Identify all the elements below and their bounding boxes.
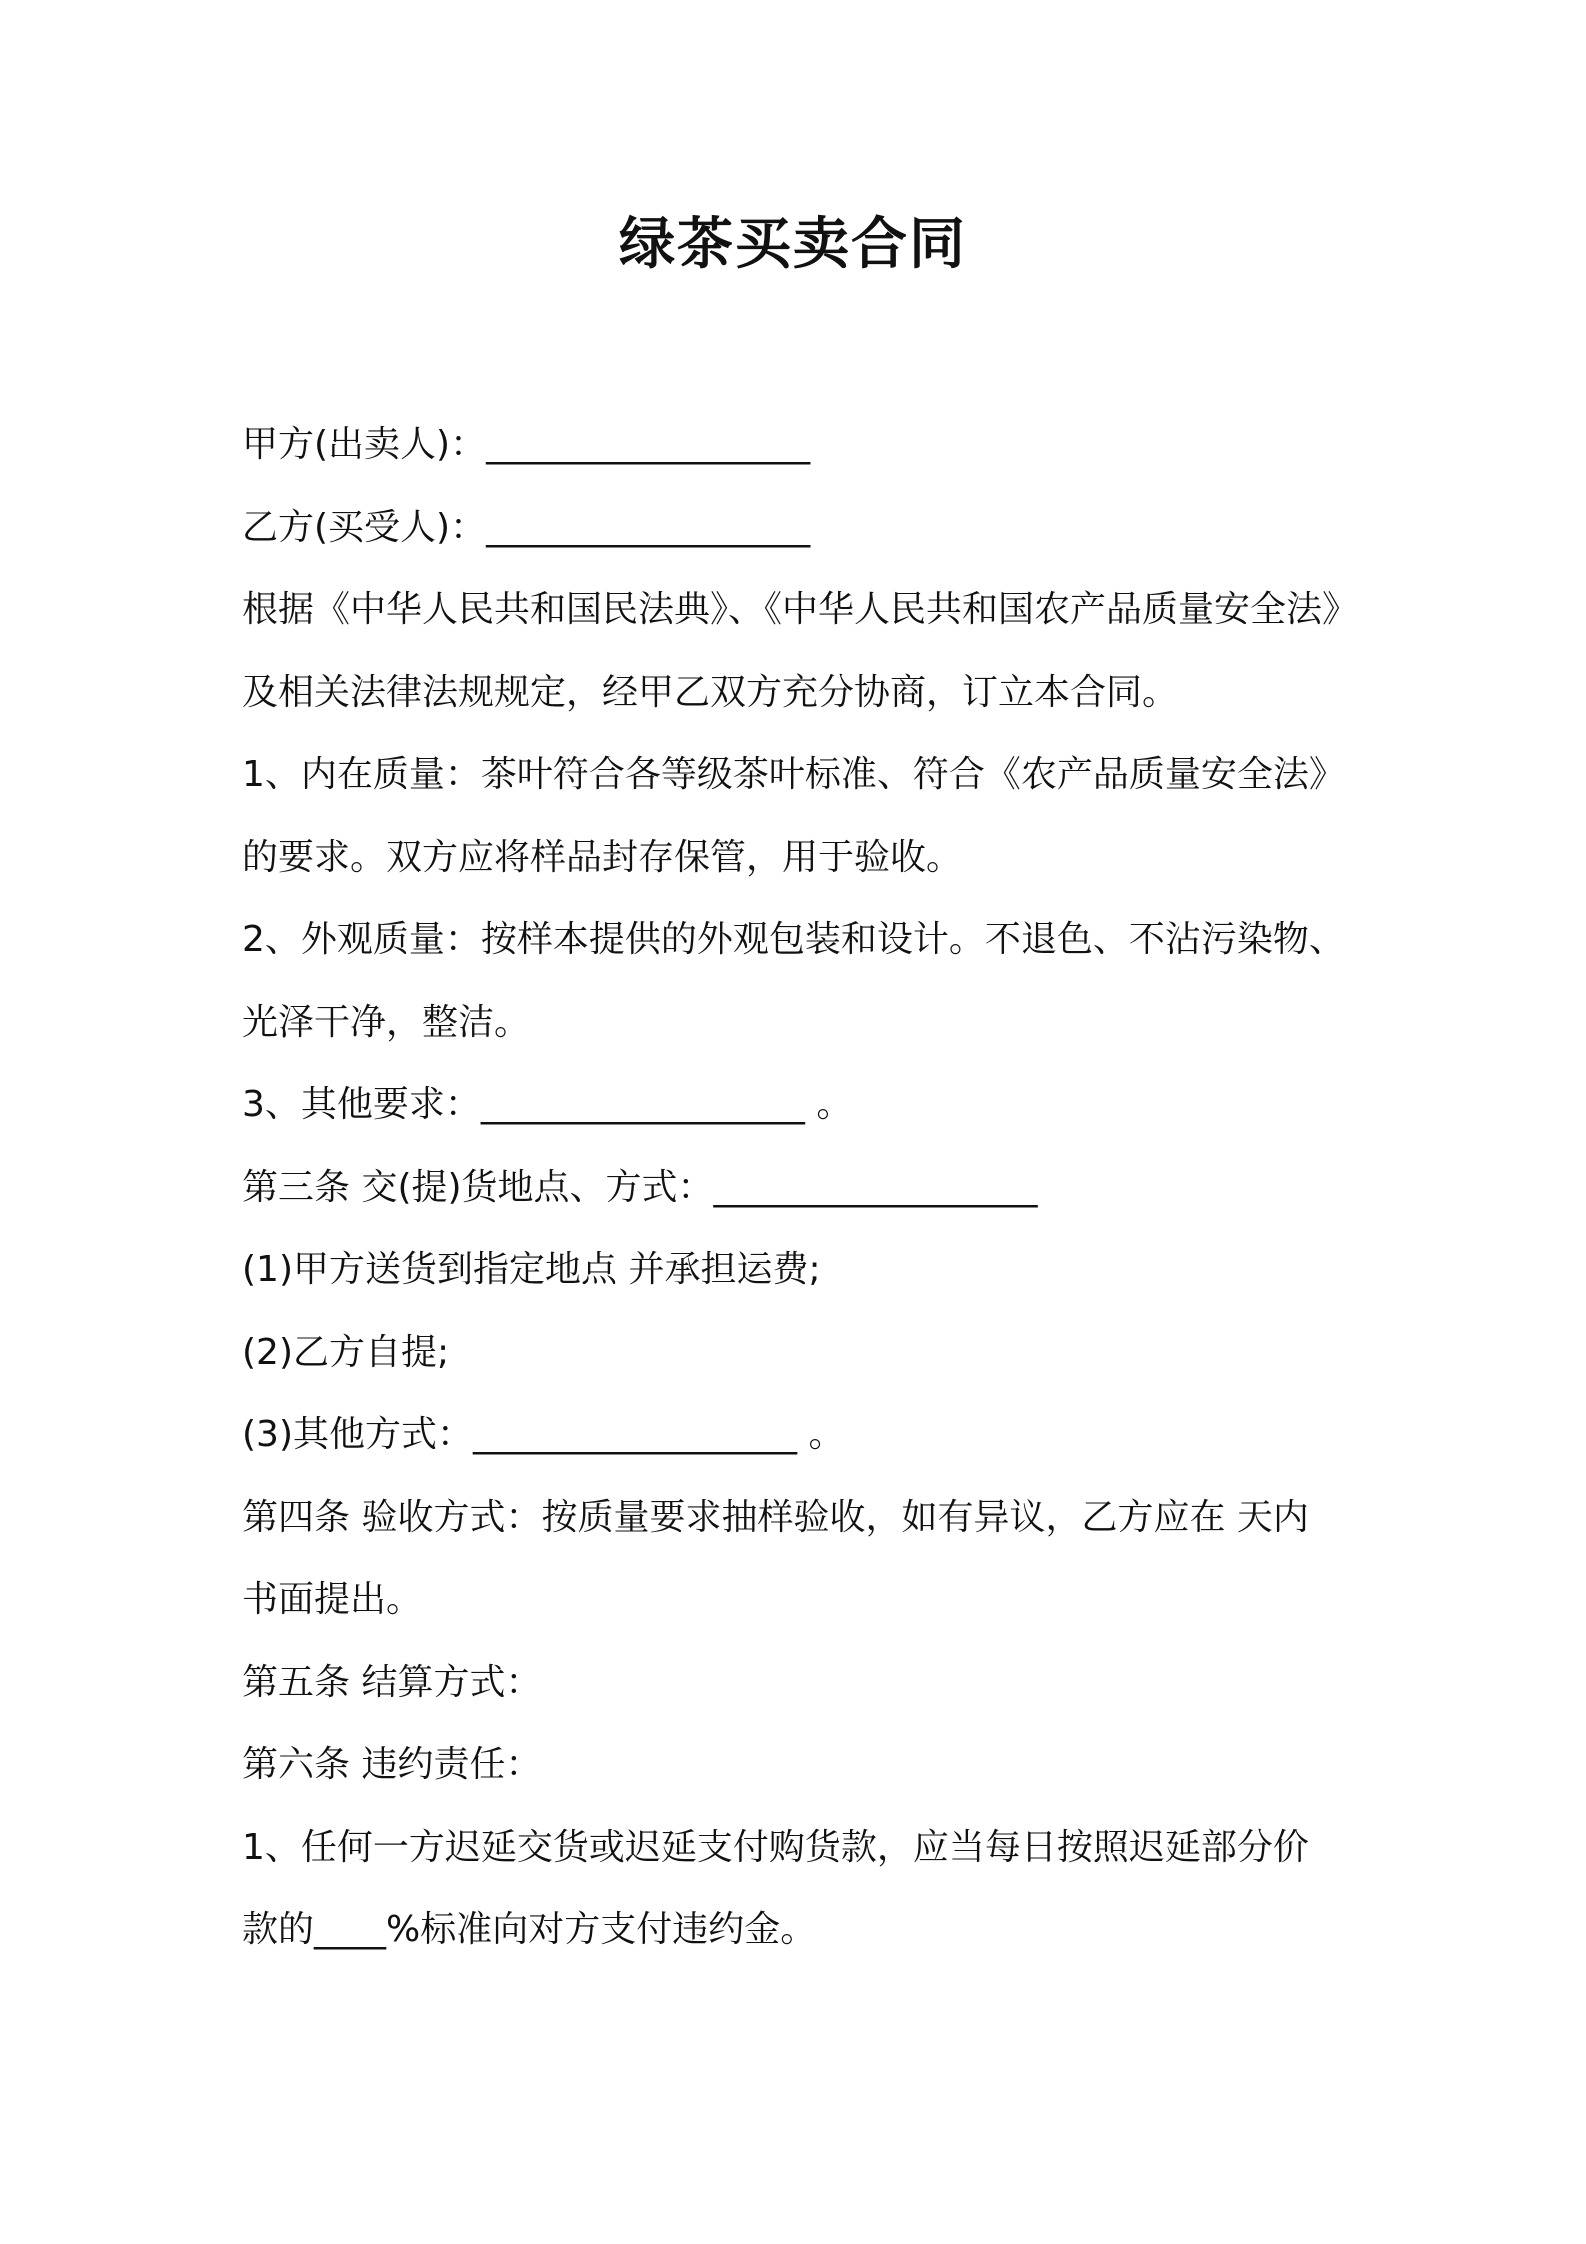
clause-appearance-quality-2: 光泽干净，整洁。 [242,1001,531,1043]
clause-internal-quality-2: 的要求。双方应将样品封存保管，用于验收。 [242,836,963,878]
party-a-line: 甲方(出卖人)：__________________ [242,424,811,465]
article-5-settlement: 第五条 结算方式： [242,1661,542,1703]
party-b-line: 乙方(买受人)：__________________ [242,506,811,548]
preamble-line-2: 及相关法律法规规定，经甲乙双方充分协商，订立本合同。 [242,671,1179,713]
clause-appearance-quality-1: 2、外观质量：按样本提供的外观包装和设计。不退色、不沾污染物、 [242,919,1345,960]
liability-clause-1-line-2: 款的____%标准向对方支付违约金。 [242,1909,817,1950]
article-4-acceptance-2: 书面提出。 [242,1579,423,1620]
liability-clause-1-line-1: 1、任何一方迟延交货或迟延支付购货款，应当每日按照迟延部分价 [242,1826,1309,1868]
article-6-liability: 第六条 违约责任： [242,1744,542,1785]
preamble-line-1: 根据《中华人民共和国民法典》、《中华人民共和国农产品质量安全法》 [242,589,1359,630]
article-3-delivery: 第三条 交(提)货地点、方式：__________________ [242,1166,1038,1208]
clause-internal-quality-1: 1、内在质量：茶叶符合各等级茶叶标准、符合《农产品质量安全法》 [242,754,1345,795]
document-title: 绿茶买卖合同 [619,212,967,277]
document-body [242,404,1372,1972]
delivery-option-1: (1)甲方送货到指定地点 并承担运费; [242,1249,821,1290]
clause-other-requirements: 3、其他要求：__________________ 。 [242,1084,853,1125]
delivery-option-2: (2)乙方自提; [242,1331,450,1373]
delivery-option-3: (3)其他方式：__________________ 。 [242,1414,845,1455]
article-4-acceptance-1: 第四条 验收方式：按质量要求抽样验收，如有异议，乙方应在 天内 [242,1496,1309,1538]
